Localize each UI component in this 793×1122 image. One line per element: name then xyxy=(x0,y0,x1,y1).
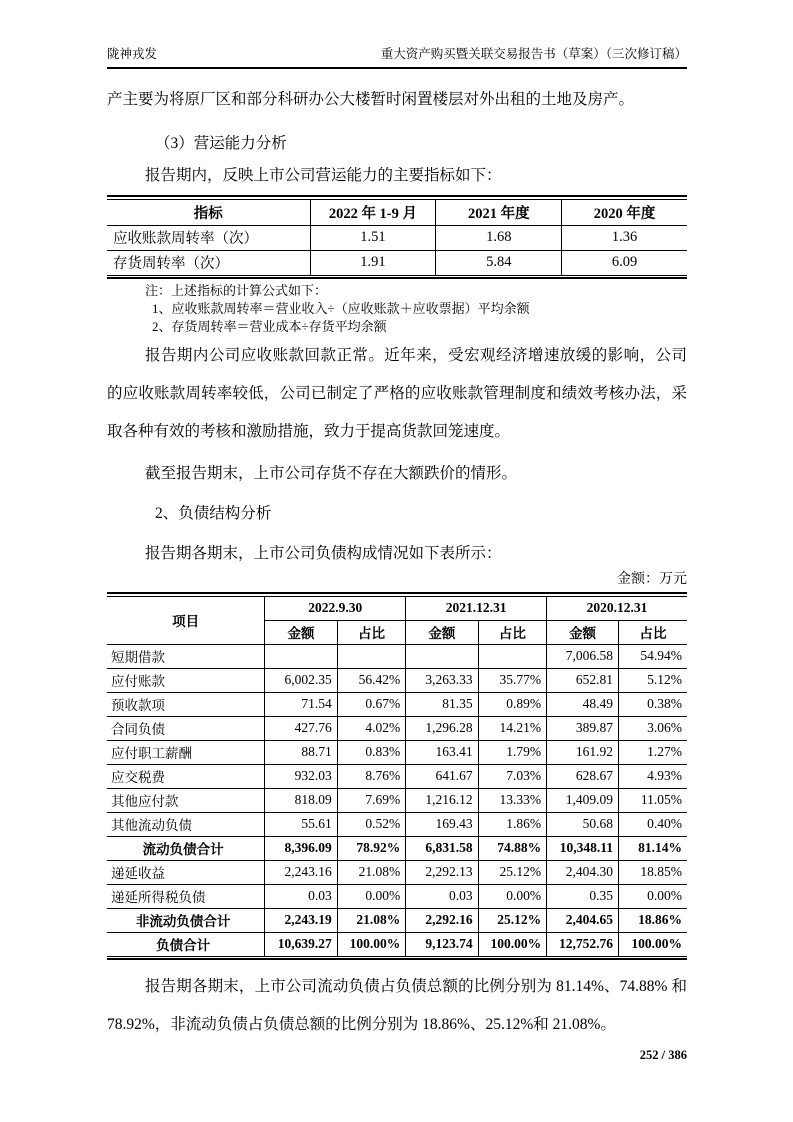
table-row-subtotal-current xyxy=(107,836,687,860)
note-formula-1: 1、应收账款周转率＝营业收入÷（应收账款＋应收票据）平均余额 xyxy=(152,301,530,316)
subcol-ratio: 占比 xyxy=(337,620,405,644)
table-header-row-periods xyxy=(107,596,687,620)
cell-value xyxy=(265,644,337,668)
cell-value: 18.86% xyxy=(619,908,687,932)
cell-value: 1.68 xyxy=(436,225,562,250)
cell-value xyxy=(406,644,478,668)
table-row xyxy=(107,788,687,812)
cell-value: 12,752.76 xyxy=(547,932,619,956)
cell-value: 56.42% xyxy=(337,668,405,692)
cell-value: 78.92% xyxy=(337,836,405,860)
table-row xyxy=(107,716,687,740)
cell-value: 71.54 xyxy=(265,692,337,716)
table-row xyxy=(107,692,687,716)
cell-value: 641.67 xyxy=(406,764,478,788)
cell-value: 3,263.33 xyxy=(406,668,478,692)
table-row xyxy=(107,812,687,836)
cell-value: 1.27% xyxy=(619,740,687,764)
cell-value: 6,002.35 xyxy=(265,668,337,692)
cell-value: 88.71 xyxy=(265,740,337,764)
table-row xyxy=(107,860,687,884)
cell-value: 0.89% xyxy=(478,692,546,716)
cell-value: 25.12% xyxy=(478,908,546,932)
table-row-subtotal-noncurrent xyxy=(107,908,687,932)
cell-value: 7.69% xyxy=(337,788,405,812)
col-header-item: 项目 xyxy=(107,596,265,644)
heading-operating-capacity: （3）营运能力分析 xyxy=(155,135,287,152)
cell-value: 2,292.13 xyxy=(406,860,478,884)
cell-value: 1,296.28 xyxy=(406,716,478,740)
row-label: 其他流动负债 xyxy=(107,812,265,836)
cell-value: 21.08% xyxy=(337,860,405,884)
cell-value: 2,243.16 xyxy=(265,860,337,884)
page-number: 252 / 386 xyxy=(639,1048,687,1062)
paragraph-intro: 产主要为将原厂区和部分科研办公大楼暂时闲置楼层对外出租的土地及房产。 xyxy=(107,91,635,108)
row-label: 预收款项 xyxy=(107,692,265,716)
cell-value: 14.21% xyxy=(478,716,546,740)
row-label: 应交税费 xyxy=(107,764,265,788)
cell-value: 7,006.58 xyxy=(547,644,619,668)
cell-value: 100.00% xyxy=(619,932,687,956)
unit-label: 金额：万元 xyxy=(617,572,687,587)
note-formula-2: 2、存货周转率＝营业成本÷存货平均余额 xyxy=(152,319,387,334)
cell-value: 169.43 xyxy=(406,812,478,836)
table-row xyxy=(107,668,687,692)
col-header-2020: 2020 年度 xyxy=(562,199,687,225)
row-label: 流动负债合计 xyxy=(107,836,265,860)
cell-value: 5.12% xyxy=(619,668,687,692)
subcol-ratio: 占比 xyxy=(619,620,687,644)
col-header-period-2020: 2020.12.31 xyxy=(547,596,687,620)
cell-value: 1,409.09 xyxy=(547,788,619,812)
table-row xyxy=(107,740,687,764)
row-label: 其他应付款 xyxy=(107,788,265,812)
cell-value: 1.36 xyxy=(562,225,687,250)
table-row-total xyxy=(107,932,687,956)
heading-liability-structure: 2、负债结构分析 xyxy=(155,505,272,522)
cell-value: 0.35 xyxy=(547,884,619,908)
cell-value: 54.94% xyxy=(619,644,687,668)
cell-value: 932.03 xyxy=(265,764,337,788)
cell-value: 74.88% xyxy=(478,836,546,860)
subcol-ratio: 占比 xyxy=(478,620,546,644)
cell-value: 18.85% xyxy=(619,860,687,884)
cell-value: 0.67% xyxy=(337,692,405,716)
cell-value: 0.03 xyxy=(265,884,337,908)
cell-value: 50.68 xyxy=(547,812,619,836)
cell-value: 7.03% xyxy=(478,764,546,788)
table-row xyxy=(107,225,687,250)
cell-value: 13.33% xyxy=(478,788,546,812)
cell-value: 8,396.09 xyxy=(265,836,337,860)
cell-value: 0.00% xyxy=(619,884,687,908)
cell-value: 21.08% xyxy=(337,908,405,932)
operating-capacity-table xyxy=(107,195,687,279)
cell-value: 1.79% xyxy=(478,740,546,764)
row-label: 非流动负债合计 xyxy=(107,908,265,932)
paragraph-receivables: 报告期内公司应收账款回款正常。近年来，受宏观经济增速放缓的影响，公司的应收账款周转率较低，公司已制定了严格的应收账款管理制度和绩效考核办法，采取各种有效的考核和激励措施，致力于提高货款回笼速度。 xyxy=(107,347,687,440)
cell-value: 427.76 xyxy=(265,716,337,740)
row-label: 递延所得税负债 xyxy=(107,884,265,908)
paragraph-liability-lead: 报告期各期末，上市公司负债构成情况如下表所示： xyxy=(145,545,502,562)
cell-value: 55.61 xyxy=(265,812,337,836)
cell-value: 652.81 xyxy=(547,668,619,692)
subcol-amount: 金额 xyxy=(406,620,478,644)
cell-value: 4.93% xyxy=(619,764,687,788)
cell-value: 2,404.65 xyxy=(547,908,619,932)
cell-value: 389.87 xyxy=(547,716,619,740)
col-header-indicator: 指标 xyxy=(107,199,310,225)
cell-value: 10,639.27 xyxy=(265,932,337,956)
cell-value: 48.49 xyxy=(547,692,619,716)
row-label: 应付账款 xyxy=(107,668,265,692)
cell-value: 5.84 xyxy=(436,250,562,275)
cell-value: 0.00% xyxy=(337,884,405,908)
cell-value: 628.67 xyxy=(547,764,619,788)
cell-value: 1.91 xyxy=(310,250,436,275)
cell-value: 6.09 xyxy=(562,250,687,275)
cell-value: 25.12% xyxy=(478,860,546,884)
cell-value: 100.00% xyxy=(478,932,546,956)
cell-value: 818.09 xyxy=(265,788,337,812)
paragraph-inventory: 截至报告期末，上市公司存货不存在大额跌价的情形。 xyxy=(145,465,518,482)
cell-value: 81.14% xyxy=(619,836,687,860)
subcol-amount: 金额 xyxy=(265,620,337,644)
row-label: 存货周转率（次） xyxy=(107,250,310,275)
col-header-2021: 2021 年度 xyxy=(436,199,562,225)
row-label: 负债合计 xyxy=(107,932,265,956)
paragraph-operating-lead: 报告期内，反映上市公司营运能力的主要指标如下： xyxy=(145,167,502,184)
row-label: 应收账款周转率（次） xyxy=(107,225,310,250)
col-header-2022: 2022 年 1-9 月 xyxy=(310,199,436,225)
cell-value: 81.35 xyxy=(406,692,478,716)
table-row xyxy=(107,250,687,275)
cell-value xyxy=(478,644,546,668)
paragraph-conclusion: 报告期各期末，上市公司流动负债占负债总额的比例分别为 81.14%、74.88% 和 78.92%，非流动负债占负债总额的比例分别为 18.86%、25.12%和 21.08%。 xyxy=(107,978,687,1033)
col-header-period-2022: 2022.9.30 xyxy=(265,596,406,620)
cell-value: 100.00% xyxy=(337,932,405,956)
note-title: 注：上述指标的计算公式如下： xyxy=(145,283,328,298)
cell-value: 0.38% xyxy=(619,692,687,716)
cell-value: 161.92 xyxy=(547,740,619,764)
cell-value: 11.05% xyxy=(619,788,687,812)
table-row xyxy=(107,764,687,788)
cell-value: 2,292.16 xyxy=(406,908,478,932)
header-report-title: 重大资产购买暨关联交易报告书（草案）（三次修订稿） xyxy=(380,47,687,61)
running-header xyxy=(107,46,687,69)
liability-table xyxy=(107,592,687,960)
cell-value: 2,404.30 xyxy=(547,860,619,884)
table-header-row xyxy=(107,199,687,225)
cell-value: 1.86% xyxy=(478,812,546,836)
subcol-amount: 金额 xyxy=(547,620,619,644)
cell-value: 3.06% xyxy=(619,716,687,740)
cell-value: 0.40% xyxy=(619,812,687,836)
cell-value: 1.51 xyxy=(310,225,436,250)
table-row xyxy=(107,644,687,668)
header-company-name: 陇神戎发 xyxy=(107,47,158,61)
row-label: 短期借款 xyxy=(107,644,265,668)
cell-value: 2,243.19 xyxy=(265,908,337,932)
row-label: 应付职工薪酬 xyxy=(107,740,265,764)
cell-value: 0.00% xyxy=(478,884,546,908)
cell-value: 0.03 xyxy=(406,884,478,908)
row-label: 递延收益 xyxy=(107,860,265,884)
cell-value: 1,216.12 xyxy=(406,788,478,812)
cell-value: 10,348.11 xyxy=(547,836,619,860)
cell-value: 9,123.74 xyxy=(406,932,478,956)
row-label: 合同负债 xyxy=(107,716,265,740)
col-header-period-2021: 2021.12.31 xyxy=(406,596,547,620)
cell-value: 6,831.58 xyxy=(406,836,478,860)
cell-value xyxy=(337,644,405,668)
cell-value: 0.52% xyxy=(337,812,405,836)
table-row xyxy=(107,884,687,908)
table-notes xyxy=(107,282,687,336)
cell-value: 4.02% xyxy=(337,716,405,740)
cell-value: 35.77% xyxy=(478,668,546,692)
cell-value: 8.76% xyxy=(337,764,405,788)
cell-value: 0.83% xyxy=(337,740,405,764)
cell-value: 163.41 xyxy=(406,740,478,764)
